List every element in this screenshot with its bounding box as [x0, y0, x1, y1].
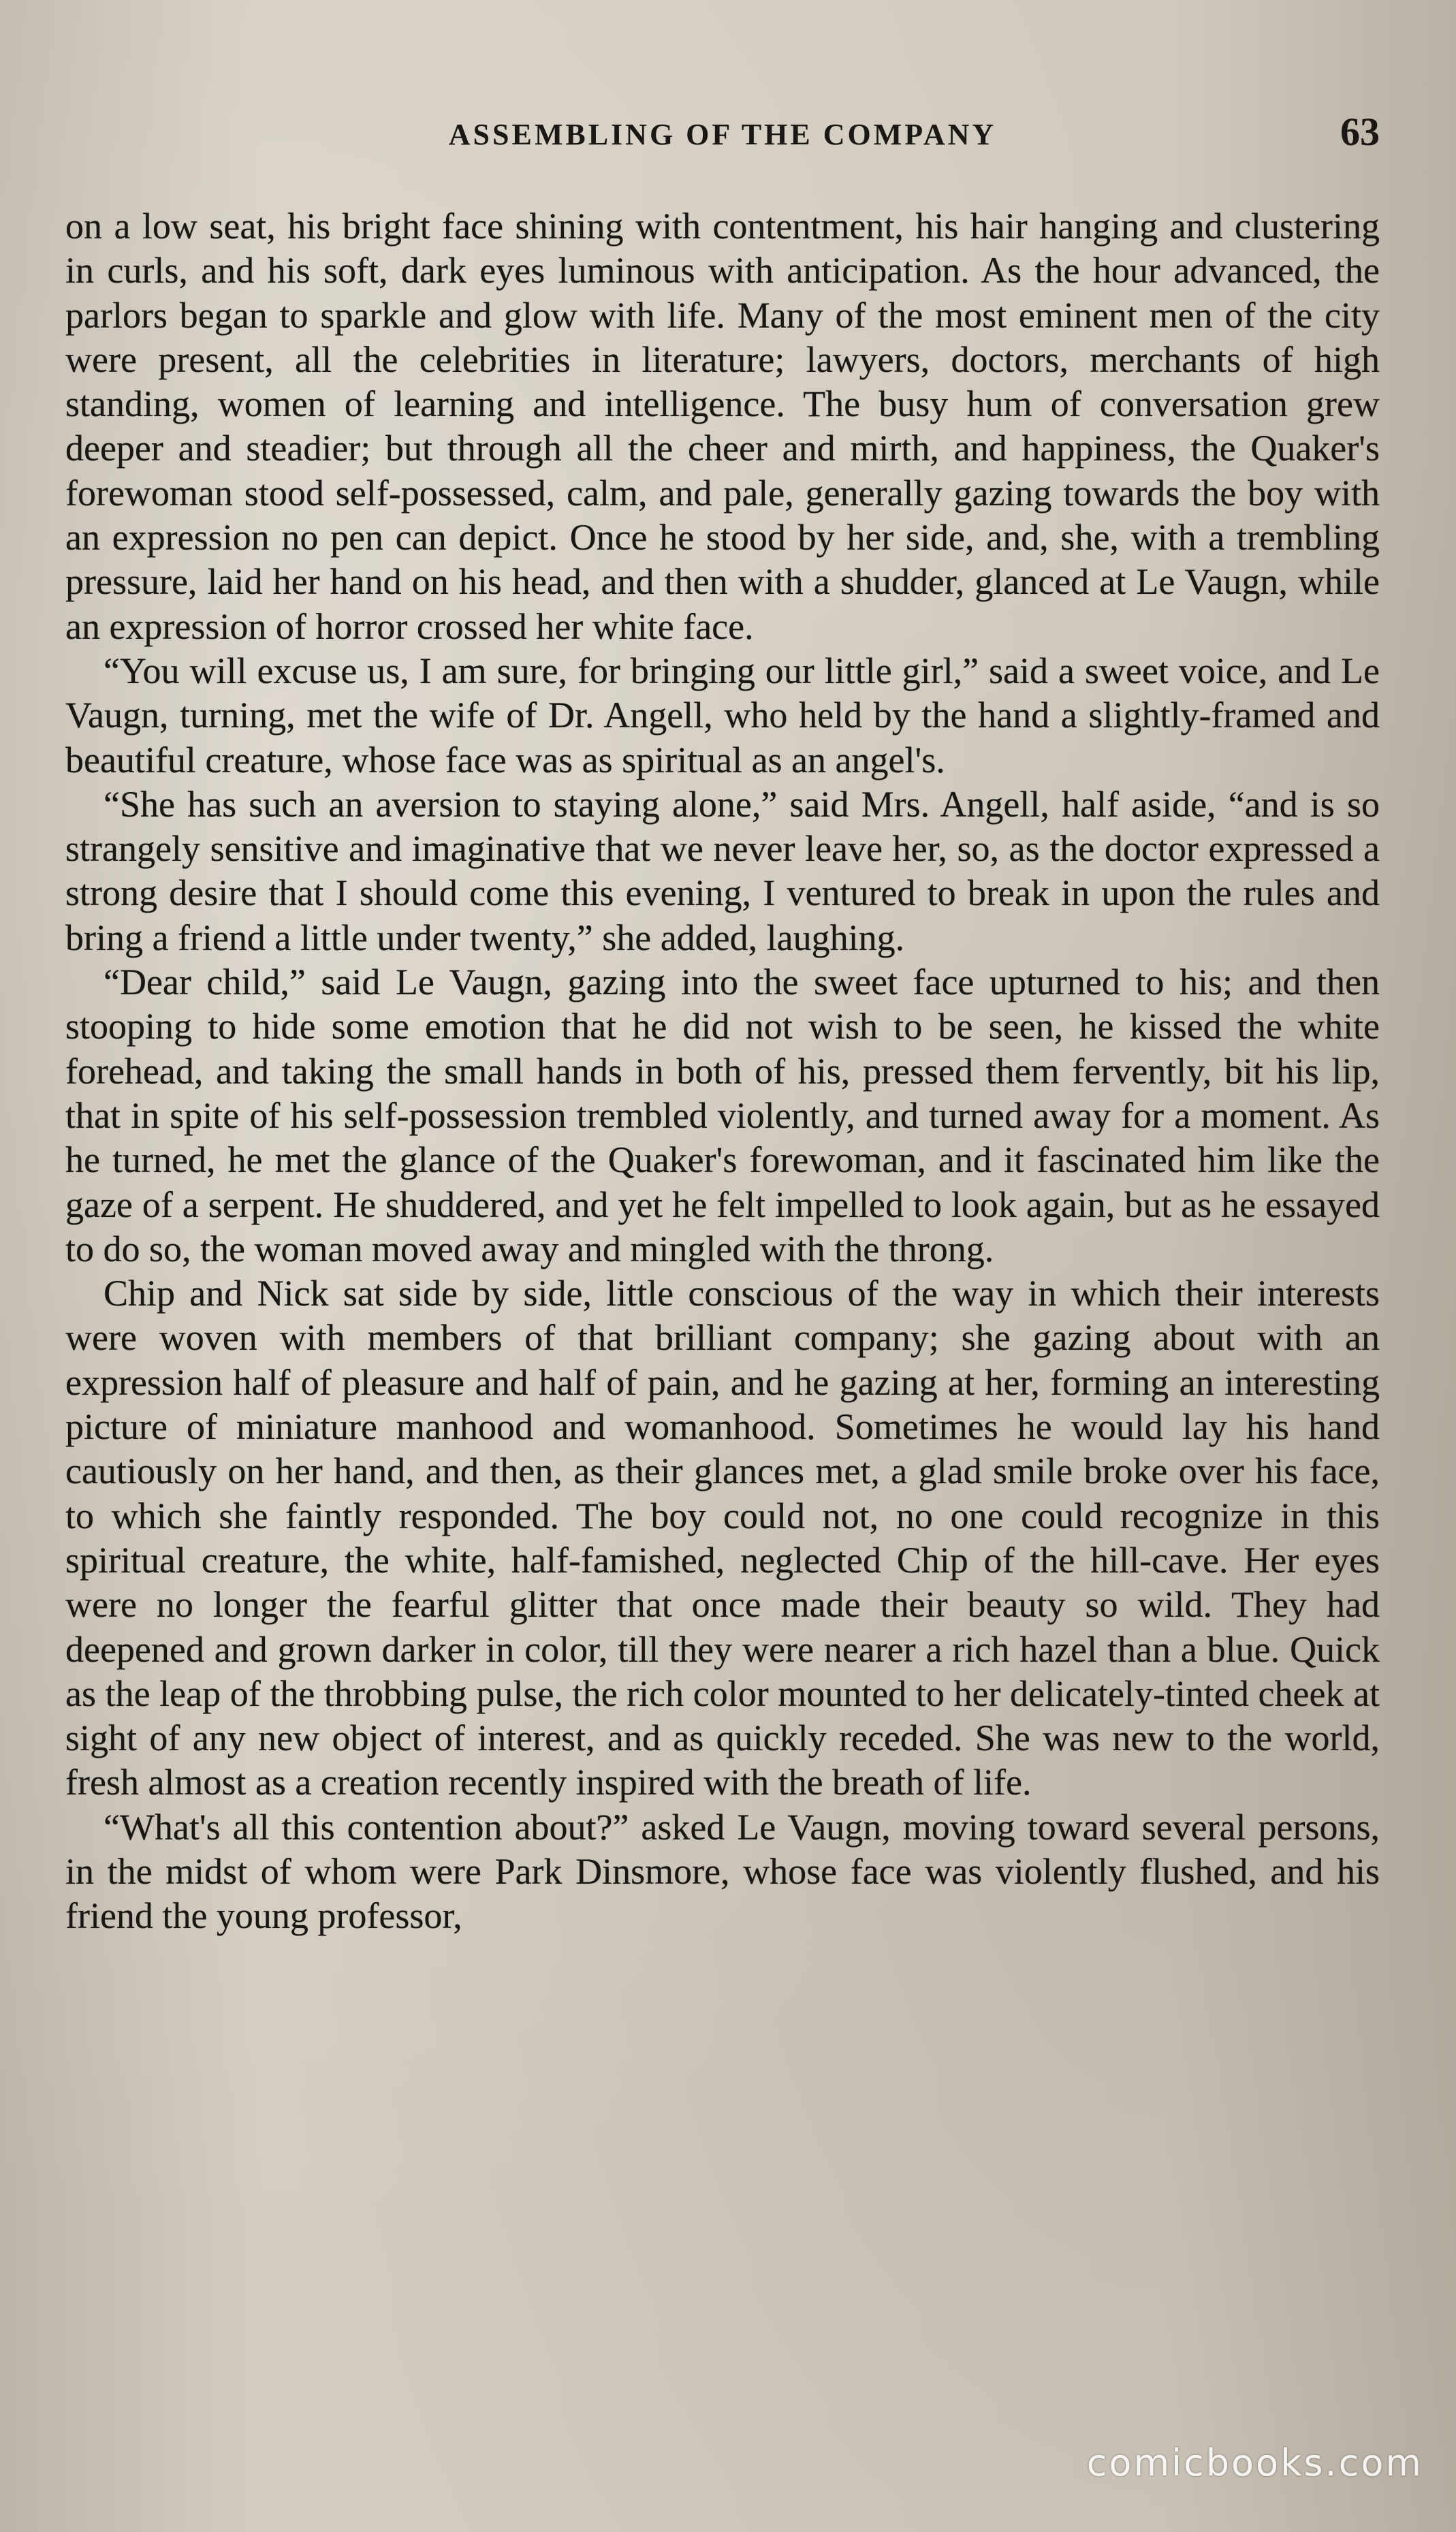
paragraph-4: “Dear child,” said Le Vaugn, gazing into the sweet face upturned to his; and then stooping to hide some emotion that he did not wish to be seen, he kissed the white forehead, and taking the small hands in both of his, pressed them fervently, bit his lip, that in spite of his self-possession trembled violently, and turned away for a moment. As he turned, he met the glance of the Quaker's forewoman, and it fascinated him like the gaze of a serpent. He shuddered, and yet he felt impelled to look again, but as he essayed to do so, the woman moved away and mingled with the throng.	[65, 962, 1380, 1269]
paragraph-3: “She has such an aversion to staying alone,” said Mrs. Angell, half aside, “and is so strangely sensitive and imaginative that we never leave her, so, as the doctor expressed a strong desire that I should come this evening, I ventured to break in upon the rules and bring a friend a little under twenty,” she added, laughing.	[65, 783, 1380, 958]
paragraph-5: Chip and Nick sat side by side, little conscious of the way in which their interests were woven with members of that brilliant company; she gazing about with an expression half of pleasure and half of pain, and he gazing at her, forming an interesting picture of miniature manhood and womanhood. Sometimes he would lay his hand cautiously on her hand, and then, as their glances met, a glad smile broke over his face, to which she faintly responded. The boy could not, no one could recognize in this spiritual creature, the white, half-famished, neglected Chip of the hill-cave. Her eyes were no longer the fearful glitter that once made their beauty so wild. They had deepened and grown darker in color, till they were nearer a rich hazel than a blue. Quick as the leap of the throbbing pulse, the rich color mounted to her delicately-tinted cheek at sight of any new object of interest, and as quickly receded. She was new to the world, fresh almost as a creation recently inspired with the breath of life.	[65, 1273, 1380, 1803]
running-head	[65, 109, 1380, 163]
paragraph-1: on a low seat, his bright face shining with contentment, his hair hanging and clustering in curls, and his soft, dark eyes luminous with anticipation. As the hour advanced, the parlors began to sparkle and glow with life. Many of the most eminent men of the city were present, all the celebrities in literature; lawyers, doctors, merchants of high standing, women of learning and intelligence. The busy hum of conversation grew deeper and steadier; but through all the cheer and mirth, and happiness, the Quaker's forewoman stood self-possessed, calm, and pale, generally gazing towards the boy with an expression no pen can depict. Once he stood by her side, and, she, with a trembling pressure, laid her hand on his head, and then with a shudder, glanced at Le Vaugn, while an expression of horror crossed her white face.	[65, 206, 1380, 647]
paragraph-6: “What's all this contention about?” asked Le Vaugn, moving toward several persons, in the midst of whom were Park Dinsmore, whose face was violently flushed, and his friend the young professor,	[65, 1806, 1380, 1937]
running-title: ASSEMBLING OF THE COMPANY	[448, 118, 997, 151]
paragraph-2: “You will excuse us, I am sure, for bringing our little girl,” said a sweet voice, and Le Vaugn, turning, met the wife of Dr. Angell, who held by the hand a slightly-framed and beautiful creature, whose face was as spiritual as an angel's.	[65, 650, 1380, 780]
page-number: 63	[1340, 110, 1380, 154]
watermark-logo: comicbooks.com	[1086, 2441, 1423, 2484]
body-text	[65, 204, 1380, 1939]
